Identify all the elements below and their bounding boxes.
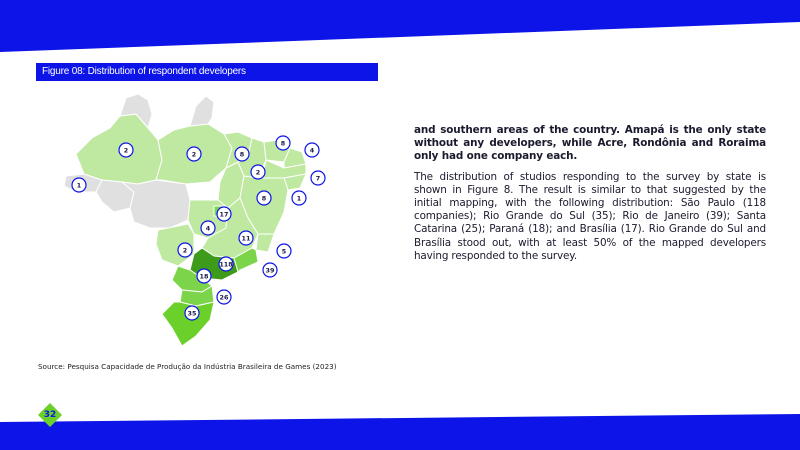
map-marker-label: 8 <box>280 139 286 148</box>
brazil-map <box>62 88 342 350</box>
map-marker-label: 1 <box>296 194 302 203</box>
map-marker-label: 39 <box>265 266 275 275</box>
state-espirito-santo <box>256 234 274 252</box>
map-marker-label: 2 <box>255 168 261 177</box>
map-marker-label: 8 <box>239 150 245 159</box>
map-marker-label: 18 <box>199 272 209 281</box>
map-marker-label: 2 <box>123 146 129 155</box>
map-marker-label: 35 <box>187 309 197 318</box>
state-amapa <box>190 96 214 126</box>
map-marker-label: 5 <box>281 247 287 256</box>
bottom-blue-band <box>0 400 800 450</box>
map-marker-label: 7 <box>315 174 321 183</box>
map-marker-label: 4 <box>309 146 315 155</box>
map-marker-label: 8 <box>261 194 267 203</box>
top-blue-band <box>0 0 800 58</box>
paragraph-distribution: The distribution of studios responding to the survey by state is shown in Figure 8. The result is similar to that suggested by the initial mapping, with the following distribution: São Paulo (118 companies); Rio Grande do Sul (35); Rio de Janeiro (39); Santa Catarina (25); Paraná (18); and Brasília (17). Rio Grande do Sul and Brasília stood out, with at least 50% of the mapped developers having responded to the survey. <box>414 170 766 262</box>
map-marker-label: 4 <box>205 224 211 233</box>
page-number: 32 <box>43 410 57 420</box>
map-marker-label: 2 <box>182 246 188 255</box>
figure-source: Source: Pesquisa Capacidade de Produção da Indústria Brasileira de Games (2023) <box>38 362 337 371</box>
map-marker-label: 11 <box>241 234 251 243</box>
paragraph-lead: and southern areas of the country. Amapá is the only state without any developers, while Acre, Rondônia and Roraima only had one company each. <box>414 124 766 163</box>
body-text <box>414 124 766 270</box>
map-marker-label: 118 <box>219 260 233 269</box>
map-marker-label: 2 <box>191 150 197 159</box>
map-marker-label: 17 <box>219 210 229 219</box>
map-marker-label: 1 <box>76 181 82 190</box>
state-mato-grosso <box>122 180 190 228</box>
map-marker-label: 26 <box>219 293 229 302</box>
figure-title: Figure 08: Distribution of respondent developers <box>36 63 378 81</box>
